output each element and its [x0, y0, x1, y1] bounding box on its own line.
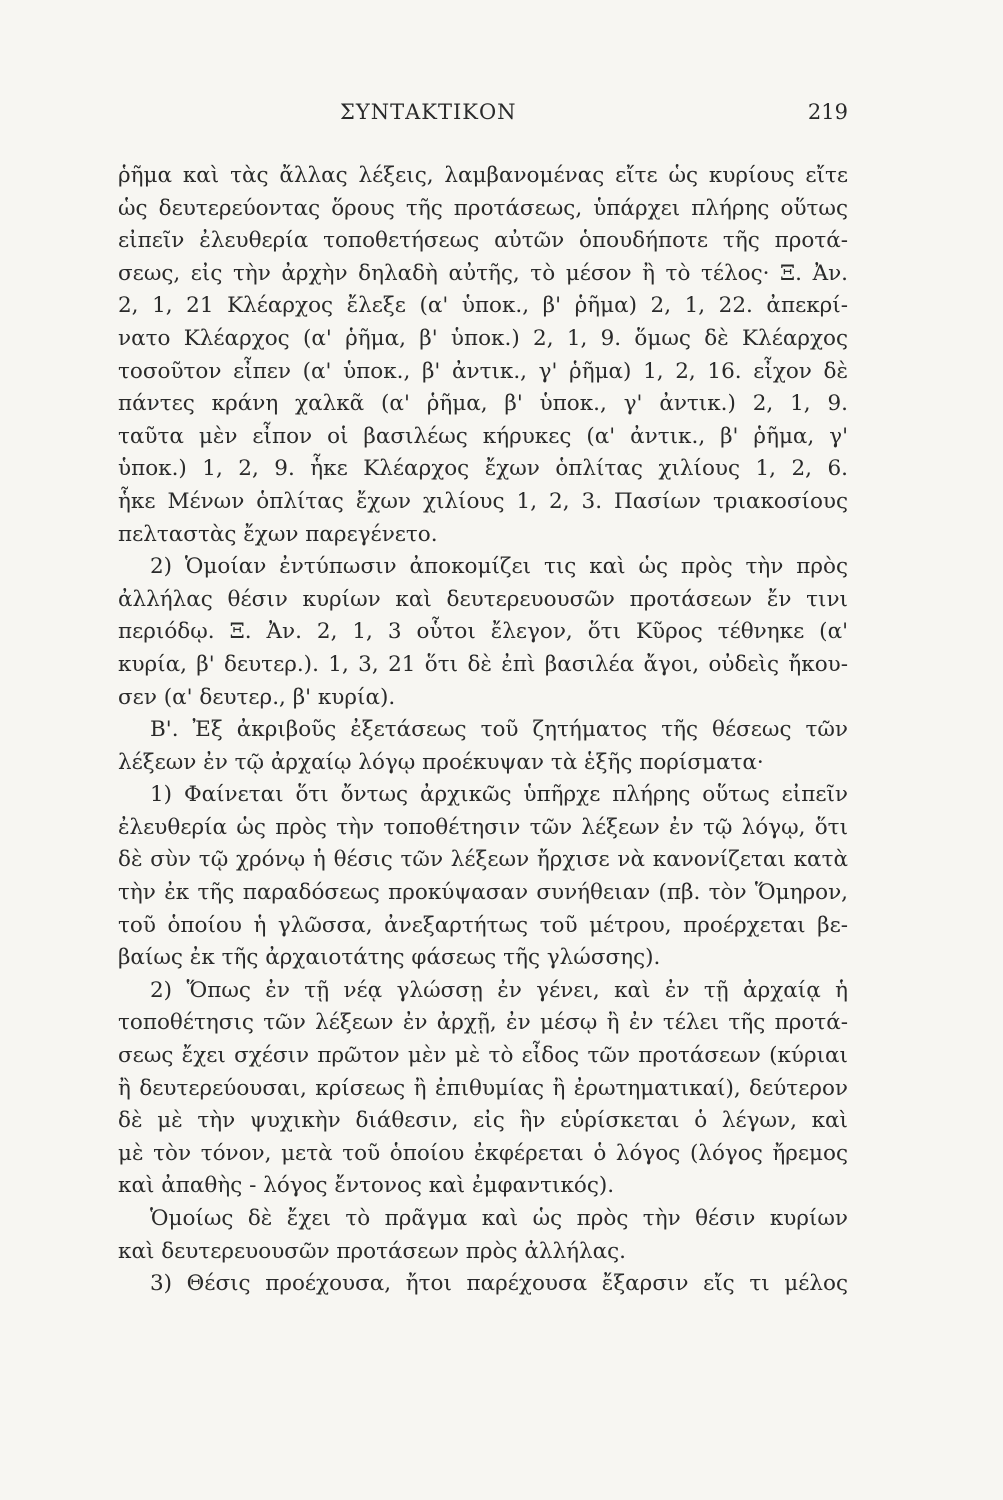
text-line: ἧκε Μένων ὁπλίτας ἔχων χιλίους 1, 2, 3. Πασίων τριακοσίους — [118, 488, 848, 514]
text-line: ῥῆμα καὶ τὰς ἄλλας λέξεις, λαμβανομένας εἴτε ὡς κυρίους εἴτε — [118, 163, 848, 188]
page-number: 219 — [807, 100, 848, 124]
text-line: δὲ μὲ τὴν ψυχικὴν διάθεσιν, εἰς ἣν εὑρίσκεται ὁ λέγων, καὶ — [118, 1108, 848, 1134]
text-line: νατο Κλέαρχος (α' ῥῆμα, β' ὑποκ.) 2, 1, 9. ὅμως δὲ Κλέαρχος — [118, 325, 848, 351]
text-line: ὡς δευτερεύοντας ὅρους τῆς προτάσεως, ὑπάρχει πλήρης οὕτως — [118, 195, 848, 221]
text-line: 2) Ὁμοίαν ἐντύπωσιν ἀποκομίζει τις καὶ ὡς πρὸς τὴν πρὸς — [150, 554, 848, 580]
text-line: 2, 1, 21 Κλέαρχος ἔλεξε (α' ὑποκ., β' ῥῆμα) 2, 1, 22. ἀπεκρί- — [118, 293, 848, 319]
text-line: 3) Θέσις προέχουσα, ἤτοι παρέχουσα ἔξαρσιν εἴς τι μέλος — [150, 1271, 848, 1297]
text-line: καὶ ἀπαθὴς - λόγος ἔντονος καὶ ἐμφαντικός). — [118, 1173, 615, 1199]
text-line: σεως, εἰς τὴν ἀρχὴν δηλαδὴ αὐτῆς, τὸ μέσον ἢ τὸ τέλος· Ξ. Ἀν. — [118, 260, 848, 286]
text-line: ἐλευθερία ὡς πρὸς τὴν τοποθέτησιν τῶν λέξεων ἐν τῷ λόγῳ, ὅτι — [118, 814, 848, 840]
text-line: τοσοῦτον εἶπεν (α' ὑποκ., β' ἀντικ., γ' ῥῆμα) 1, 2, 16. εἶχον δὲ — [118, 358, 848, 384]
running-title: ΣΥΝΤΑΚΤΙΚΟΝ — [340, 100, 517, 124]
text-line: τοποθέτησις τῶν λέξεων ἐν ἀρχῇ, ἐν μέσῳ ἢ ἐν τέλει τῆς προτά- — [118, 1010, 848, 1036]
text-line: καὶ δευτερευουσῶν προτάσεων πρὸς ἀλλήλας. — [118, 1238, 627, 1264]
text-line: τὴν ἐκ τῆς παραδόσεως προκύψασαν συνήθειαν (πβ. τὸν Ὅμηρον, — [118, 880, 848, 906]
body-text — [118, 160, 848, 1301]
text-line: λέξεων ἐν τῷ ἀρχαίῳ λόγῳ προέκυψαν τὰ ἑξῆς πορίσματα· — [118, 749, 764, 775]
text-line: περιόδῳ. Ξ. Ἀν. 2, 1, 3 οὗτοι ἔλεγον, ὅτι Κῦρος τέθνηκε (α' — [118, 619, 848, 645]
text-line: σεως ἔχει σχέσιν πρῶτον μὲν μὲ τὸ εἶδος τῶν προτάσεων (κύριαι — [118, 1043, 848, 1069]
text-line: κυρία, β' δευτερ.). 1, 3, 21 ὅτι δὲ ἐπὶ βασιλέα ἄγοι, οὐδεὶς ἤκου- — [118, 651, 848, 677]
text-line: βαίως ἐκ τῆς ἀρχαιοτάτης φάσεως τῆς γλώσσης). — [118, 945, 661, 971]
text-line: ἀλλήλας θέσιν κυρίων καὶ δευτερευουσῶν προτάσεων ἔν τινι — [118, 586, 848, 612]
text-line: 2) Ὅπως ἐν τῇ νέᾳ γλώσσῃ ἐν γένει, καὶ ἐν τῇ ἀρχαίᾳ ἡ — [150, 977, 848, 1003]
text-line: ταῦτα μὲν εἶπον οἱ βασιλέως κήρυκες (α' ἀντικ., β' ῥῆμα, γ' — [118, 423, 848, 449]
text-line: δὲ σὺν τῷ χρόνῳ ἡ θέσις τῶν λέξεων ἤρχισε νὰ κανονίζεται κατὰ — [118, 847, 848, 873]
text-line: Ὁμοίως δὲ ἔχει τὸ πρᾶγμα καὶ ὡς πρὸς τὴν θέσιν κυρίων — [150, 1206, 848, 1231]
text-line: ὑποκ.) 1, 2, 9. ἧκε Κλέαρχος ἔχων ὁπλίτας χιλίους 1, 2, 6. — [118, 456, 848, 482]
text-line: εἰπεῖν ἐλευθερία τοποθετήσεως αὐτῶν ὁπουδήποτε τῆς προτά- — [118, 228, 848, 254]
text-line: πάντες κράνη χαλκᾶ (α' ῥῆμα, β' ὑποκ., γ' ἀντικ.) 2, 1, 9. — [118, 391, 848, 417]
page-header — [108, 100, 848, 130]
text-line: ἢ δευτερεύουσαι, κρίσεως ἢ ἐπιθυμίας ἢ ἐρωτηματικαί), δεύτερον — [118, 1075, 848, 1101]
text-line: Β'. Ἐξ ἀκριβοῦς ἐξετάσεως τοῦ ζητήματος τῆς θέσεως τῶν — [150, 717, 848, 743]
text-line: 1) Φαίνεται ὅτι ὄντως ἀρχικῶς ὑπῆρχε πλήρης οὕτως εἰπεῖν — [150, 782, 848, 808]
text-line: πελταστὰς ἔχων παρεγένετο. — [118, 521, 438, 547]
text-line: τοῦ ὁποίου ἡ γλῶσσα, ἀνεξαρτήτως τοῦ μέτρου, προέρχεται βε- — [118, 912, 848, 938]
text-line: μὲ τὸν τόνον, μετὰ τοῦ ὁποίου ἐκφέρεται ὁ λόγος (λόγος ἤρεμος — [118, 1140, 848, 1166]
text-line: σεν (α' δευτερ., β' κυρία). — [118, 684, 396, 710]
